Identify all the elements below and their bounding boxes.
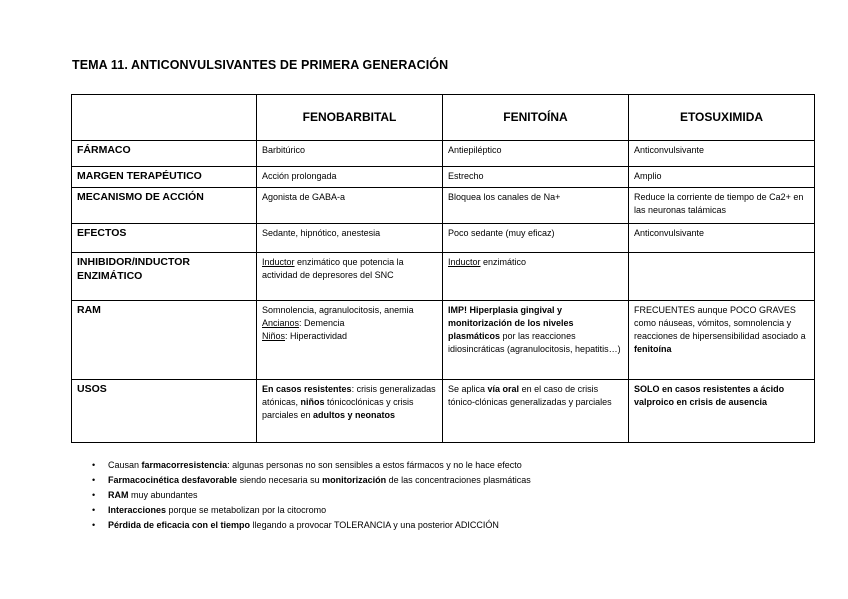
cell: Bloquea los canales de Na+ bbox=[443, 188, 629, 224]
cell bbox=[257, 380, 443, 443]
cell-line bbox=[262, 330, 437, 343]
note-text: llegando a provocar TOLERANCIA y una posterior ADICCIÓN bbox=[250, 520, 499, 530]
underlined-text: Inductor bbox=[448, 257, 481, 267]
bullet-icon: • bbox=[92, 490, 96, 500]
note-text: muy abundantes bbox=[128, 490, 198, 500]
cell-text: por las reacciones idiosincráticas (agranulocitosis, hepatitis…) bbox=[448, 331, 621, 354]
table-row-margen bbox=[72, 167, 815, 188]
bold-text: monitorización bbox=[322, 475, 387, 485]
cell: Anticonvulsivante bbox=[629, 224, 815, 253]
comparison-table bbox=[71, 94, 815, 443]
cell: Poco sedante (muy eficaz) bbox=[443, 224, 629, 253]
table-header-row bbox=[72, 95, 815, 141]
table-row-inhibidor bbox=[72, 253, 815, 301]
row-label: MECANISMO DE ACCIÓN bbox=[72, 188, 257, 224]
cell bbox=[629, 380, 815, 443]
bullet-icon: • bbox=[92, 475, 96, 485]
cell: Antiepiléptico bbox=[443, 141, 629, 167]
table-row-farmaco bbox=[72, 141, 815, 167]
table-row-mecanismo bbox=[72, 188, 815, 224]
cell: Amplio bbox=[629, 167, 815, 188]
bold-text: vía oral bbox=[487, 384, 520, 394]
cell bbox=[629, 253, 815, 301]
cell-text: en el caso de crisis tónico-clónicas generalizadas y parciales bbox=[448, 384, 612, 407]
cell bbox=[257, 253, 443, 301]
cell-text: tónicoclónicas y crisis parciales en bbox=[262, 397, 414, 420]
bold-text: IMP! Hiperplasia gingival y monitorización de los niveles plasmáticos bbox=[448, 305, 574, 341]
cell-text: : Hiperactividad bbox=[285, 331, 348, 341]
list-item bbox=[92, 518, 531, 533]
page-title: TEMA 11. ANTICONVULSIVANTES DE PRIMERA GENERACIÓN bbox=[72, 58, 449, 72]
row-label: FÁRMACO bbox=[72, 141, 257, 167]
bold-text: En casos resistentes bbox=[262, 384, 352, 394]
bold-text: SOLO en casos resistentes a ácido valproico en crisis de ausencia bbox=[634, 384, 785, 407]
list-item bbox=[92, 458, 531, 473]
bold-text: niños bbox=[300, 397, 325, 407]
cell-text: : Demencia bbox=[299, 318, 345, 328]
header-fenobarbital: FENOBARBITAL bbox=[257, 95, 443, 141]
bold-text: farmacorresistencia bbox=[141, 460, 228, 470]
bold-text: Farmacocinética desfavorable bbox=[108, 475, 238, 485]
table-row-ram bbox=[72, 301, 815, 380]
bold-text: RAM bbox=[108, 490, 129, 500]
row-label: MARGEN TERAPÉUTICO bbox=[72, 167, 257, 188]
note-text: siendo necesaria su bbox=[237, 475, 323, 485]
note-text: de las concentraciones plasmáticas bbox=[386, 475, 531, 485]
underlined-text: Inductor bbox=[262, 257, 295, 267]
note-text: porque se metabolizan por la citocromo bbox=[166, 505, 327, 515]
row-label: RAM bbox=[72, 301, 257, 380]
cell-text: enzimático que potencia la actividad de depresores del SNC bbox=[262, 257, 404, 280]
header-empty bbox=[72, 95, 257, 141]
cell-text: Somnolencia, agranulocitosis, anemia bbox=[262, 305, 414, 315]
list-item bbox=[92, 488, 531, 503]
cell-text: FRECUENTES aunque POCO GRAVES como náuseas, vómitos, somnolencia y reacciones de hipersensibilidad asociado a bbox=[634, 305, 806, 341]
header-fenitoina: FENITOÍNA bbox=[443, 95, 629, 141]
bullet-icon: • bbox=[92, 460, 96, 470]
cell bbox=[629, 301, 815, 380]
table-row-usos bbox=[72, 380, 815, 443]
bullet-icon: • bbox=[92, 520, 96, 530]
cell bbox=[257, 301, 443, 380]
cell bbox=[443, 380, 629, 443]
header-etosuximida: ETOSUXIMIDA bbox=[629, 95, 815, 141]
cell bbox=[443, 253, 629, 301]
bold-text: Pérdida de eficacia con el tiempo bbox=[108, 520, 251, 530]
list-item bbox=[92, 473, 531, 488]
cell: Acción prolongada bbox=[257, 167, 443, 188]
cell-text: Se aplica bbox=[448, 384, 488, 394]
cell: Reduce la corriente de tiempo de Ca2+ en las neuronas talámicas bbox=[629, 188, 815, 224]
underlined-text: Ancianos bbox=[262, 318, 300, 328]
table-row-efectos bbox=[72, 224, 815, 253]
cell: Agonista de GABA-a bbox=[257, 188, 443, 224]
cell-line bbox=[262, 317, 437, 330]
cell: Anticonvulsivante bbox=[629, 141, 815, 167]
row-label: EFECTOS bbox=[72, 224, 257, 253]
cell: Barbitúrico bbox=[257, 141, 443, 167]
notes-list bbox=[92, 458, 531, 533]
bold-text: adultos y neonatos bbox=[313, 410, 396, 420]
cell: Estrecho bbox=[443, 167, 629, 188]
note-text: : algunas personas no son sensibles a estos fármacos y no le hace efecto bbox=[227, 460, 522, 470]
cell bbox=[443, 301, 629, 380]
note-text: Causan bbox=[108, 460, 142, 470]
underlined-text: Niños bbox=[262, 331, 286, 341]
row-label: INHIBIDOR/INDUCTOR ENZIMÁTICO bbox=[72, 253, 257, 301]
bold-text: Interacciones bbox=[108, 505, 167, 515]
bullet-icon: • bbox=[92, 505, 96, 515]
row-label: USOS bbox=[72, 380, 257, 443]
cell: Sedante, hipnótico, anestesia bbox=[257, 224, 443, 253]
cell-text: enzimático bbox=[480, 257, 527, 267]
list-item bbox=[92, 503, 531, 518]
cell-text: : crisis generalizadas atónicas, bbox=[262, 384, 436, 407]
bold-text: fenitoína bbox=[634, 344, 672, 354]
